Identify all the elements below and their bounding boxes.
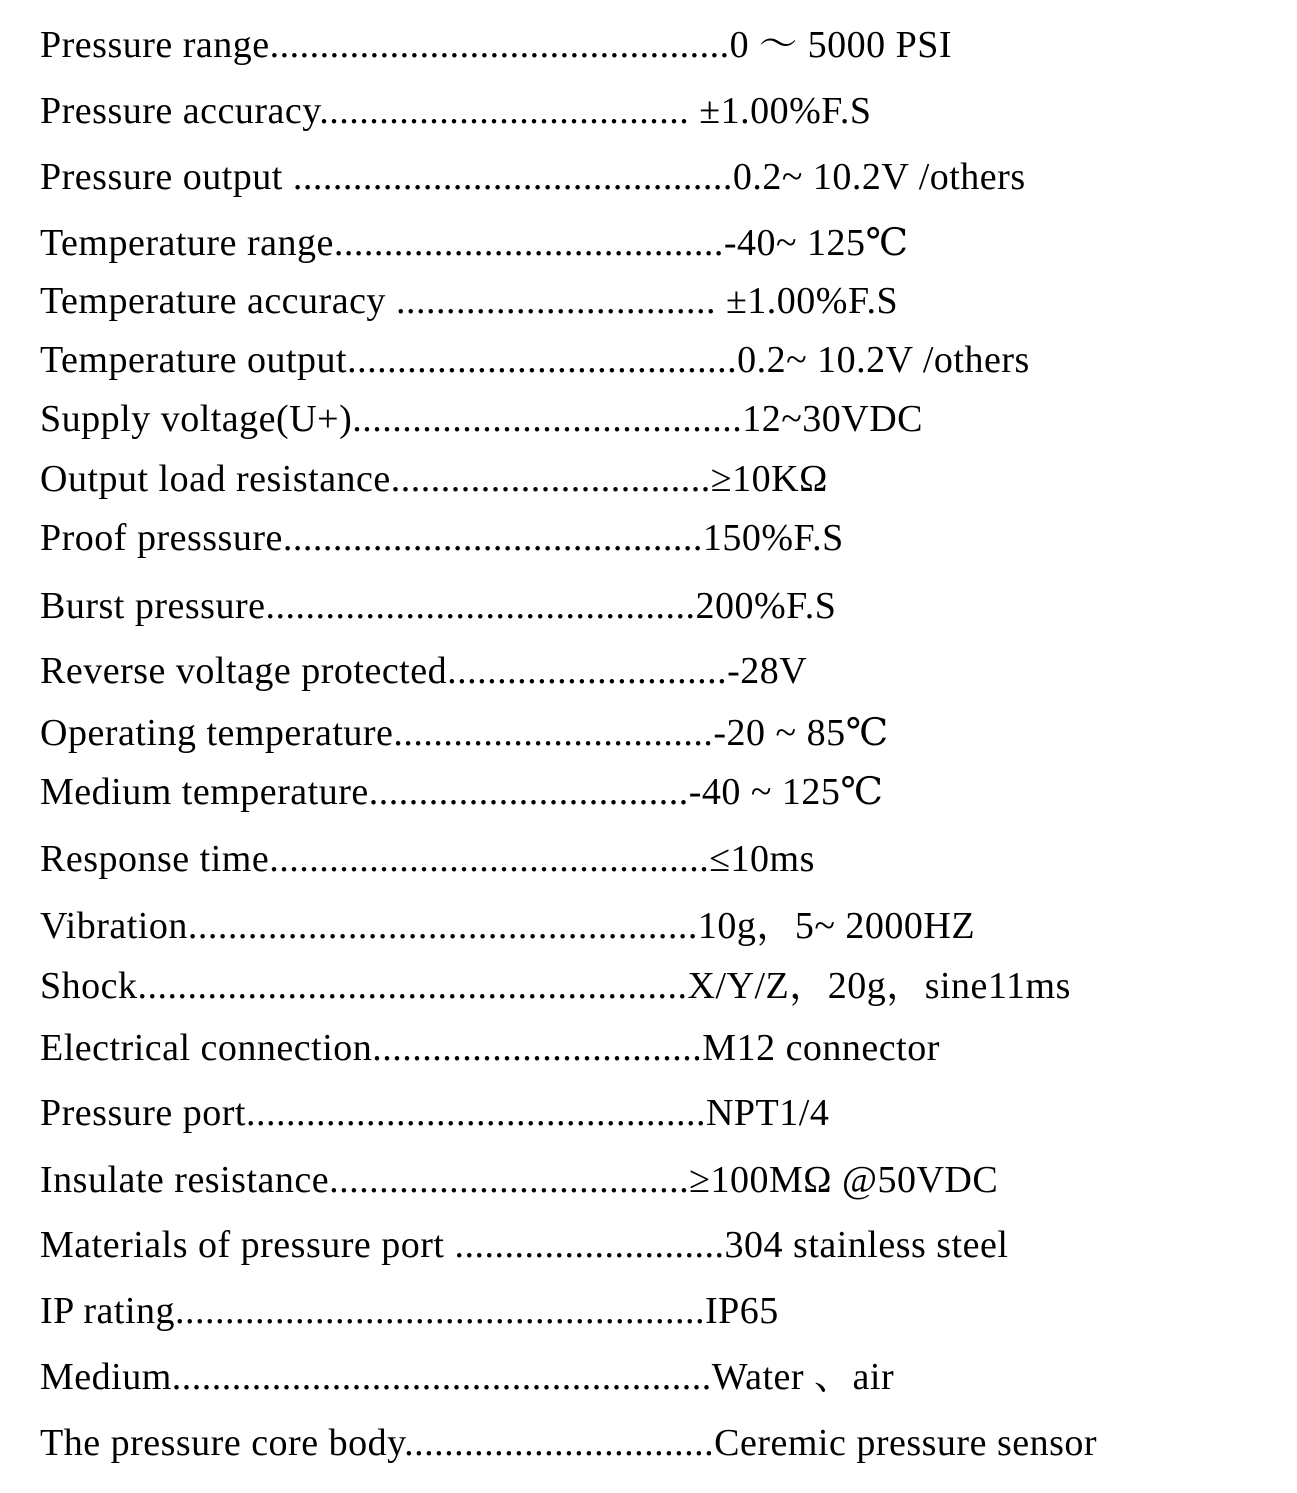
spec-value: Ceremic pressure sensor — [714, 1422, 1098, 1464]
spec-value: 12~30VDC — [742, 398, 924, 440]
spec-label: Response time — [40, 838, 270, 880]
dot-leader: ...................................................... — [171, 1356, 712, 1398]
spec-label: Burst pressure — [40, 585, 266, 627]
spec-row — [40, 394, 923, 444]
spec-value: ±1.00%F.S — [725, 280, 899, 322]
spec-label: Materials of pressure port — [40, 1224, 455, 1266]
spec-label: Vibration — [40, 905, 188, 947]
spec-label: Pressure range — [40, 24, 270, 66]
spec-label: Pressure port — [40, 1092, 246, 1134]
spec-value: 0.2~ 10.2V /others — [737, 339, 1030, 381]
spec-row — [40, 218, 909, 268]
spec-label: Pressure accuracy — [40, 90, 320, 132]
spec-label: Supply voltage(U+) — [40, 398, 353, 440]
spec-value: IP65 — [705, 1290, 779, 1332]
dot-leader: ............................................ — [292, 156, 733, 198]
spec-row — [40, 1023, 940, 1073]
spec-value: 200%F.S — [695, 585, 837, 627]
spec-row — [40, 276, 898, 326]
dot-leader: ................................ — [395, 280, 726, 322]
spec-value: ≥100MΩ @50VDC — [689, 1159, 999, 1201]
spec-row — [40, 1088, 829, 1138]
spec-row — [40, 152, 1026, 202]
spec-row — [40, 834, 815, 884]
spec-label: Shock — [40, 965, 138, 1007]
spec-label: Insulate resistance — [40, 1159, 330, 1201]
spec-row — [40, 581, 836, 631]
spec-label: Pressure output — [40, 156, 293, 198]
spec-value: 0 ～ 5000 PSI — [729, 24, 953, 66]
dot-leader: ....................................... — [347, 339, 738, 381]
spec-label: Operating temperature — [40, 712, 394, 754]
dot-leader: ....................................... — [333, 222, 724, 264]
spec-value: X/Y/Z，20g，sine11ms — [687, 965, 1071, 1007]
spec-row — [40, 335, 1030, 385]
spec-label: Temperature output — [40, 339, 348, 381]
spec-row — [40, 1418, 1097, 1468]
spec-label: The pressure core body — [40, 1422, 405, 1464]
spec-value: -20 ~ 85℃ — [713, 712, 889, 754]
spec-value: ±1.00%F.S — [699, 90, 872, 132]
spec-value: -28V — [727, 650, 808, 692]
spec-label: Electrical connection — [40, 1027, 373, 1069]
dot-leader: .......................................... — [282, 517, 703, 559]
spec-value: 10g，5~ 2000HZ — [697, 905, 976, 947]
dot-leader: ................................ — [393, 712, 714, 754]
spec-row — [40, 1220, 1008, 1270]
dot-leader: ............................... — [404, 1422, 715, 1464]
spec-row — [40, 20, 952, 70]
spec-row — [40, 1352, 894, 1402]
spec-value: 0.2~ 10.2V /others — [732, 156, 1026, 198]
spec-label: Output load resistance — [40, 458, 391, 500]
dot-leader: ................................. — [372, 1027, 703, 1069]
spec-label: Medium — [40, 1356, 172, 1398]
dot-leader: .................................... — [329, 1159, 690, 1201]
dot-leader: ................................ — [390, 458, 711, 500]
spec-value: ≥10KΩ — [710, 458, 828, 500]
dot-leader: ........................................... — [265, 585, 696, 627]
dot-leader: .............................................. — [245, 1092, 706, 1134]
spec-label: Reverse voltage protected — [40, 650, 448, 692]
spec-row — [40, 513, 844, 563]
spec-row — [40, 646, 807, 696]
dot-leader: ............................................ — [269, 838, 710, 880]
spec-value: -40~ 125℃ — [723, 222, 909, 264]
spec-label: IP rating — [40, 1290, 176, 1332]
spec-row — [40, 961, 1071, 1011]
spec-value: -40 ~ 125℃ — [688, 771, 884, 813]
spec-label: Medium temperature — [40, 771, 369, 813]
dot-leader: ................................ — [368, 771, 689, 813]
dot-leader: ........................... — [454, 1224, 725, 1266]
dot-leader: ................................................... — [187, 905, 698, 947]
spec-label: Proof presssure — [40, 517, 283, 559]
spec-value: Water 、air — [711, 1356, 895, 1398]
spec-value: ≤10ms — [709, 838, 815, 880]
spec-row — [40, 86, 872, 136]
spec-row — [40, 901, 975, 951]
spec-label: Temperature accuracy — [40, 280, 396, 322]
spec-value: NPT1/4 — [705, 1092, 830, 1134]
spec-value: M12 connector — [702, 1027, 940, 1069]
dot-leader: ....................................................... — [137, 965, 688, 1007]
dot-leader: ....................................... — [352, 398, 743, 440]
dot-leader: ..................................... — [319, 90, 700, 132]
spec-value: 304 stainless steel — [724, 1224, 1009, 1266]
spec-row — [40, 1286, 779, 1336]
dot-leader: ..................................................... — [175, 1290, 706, 1332]
spec-label: Temperature range — [40, 222, 334, 264]
spec-row — [40, 454, 828, 504]
spec-row — [40, 1155, 998, 1205]
dot-leader: ............................ — [447, 650, 728, 692]
spec-row — [40, 767, 883, 817]
dot-leader: .............................................. — [269, 24, 730, 66]
spec-row — [40, 708, 889, 758]
spec-value: 150%F.S — [702, 517, 844, 559]
